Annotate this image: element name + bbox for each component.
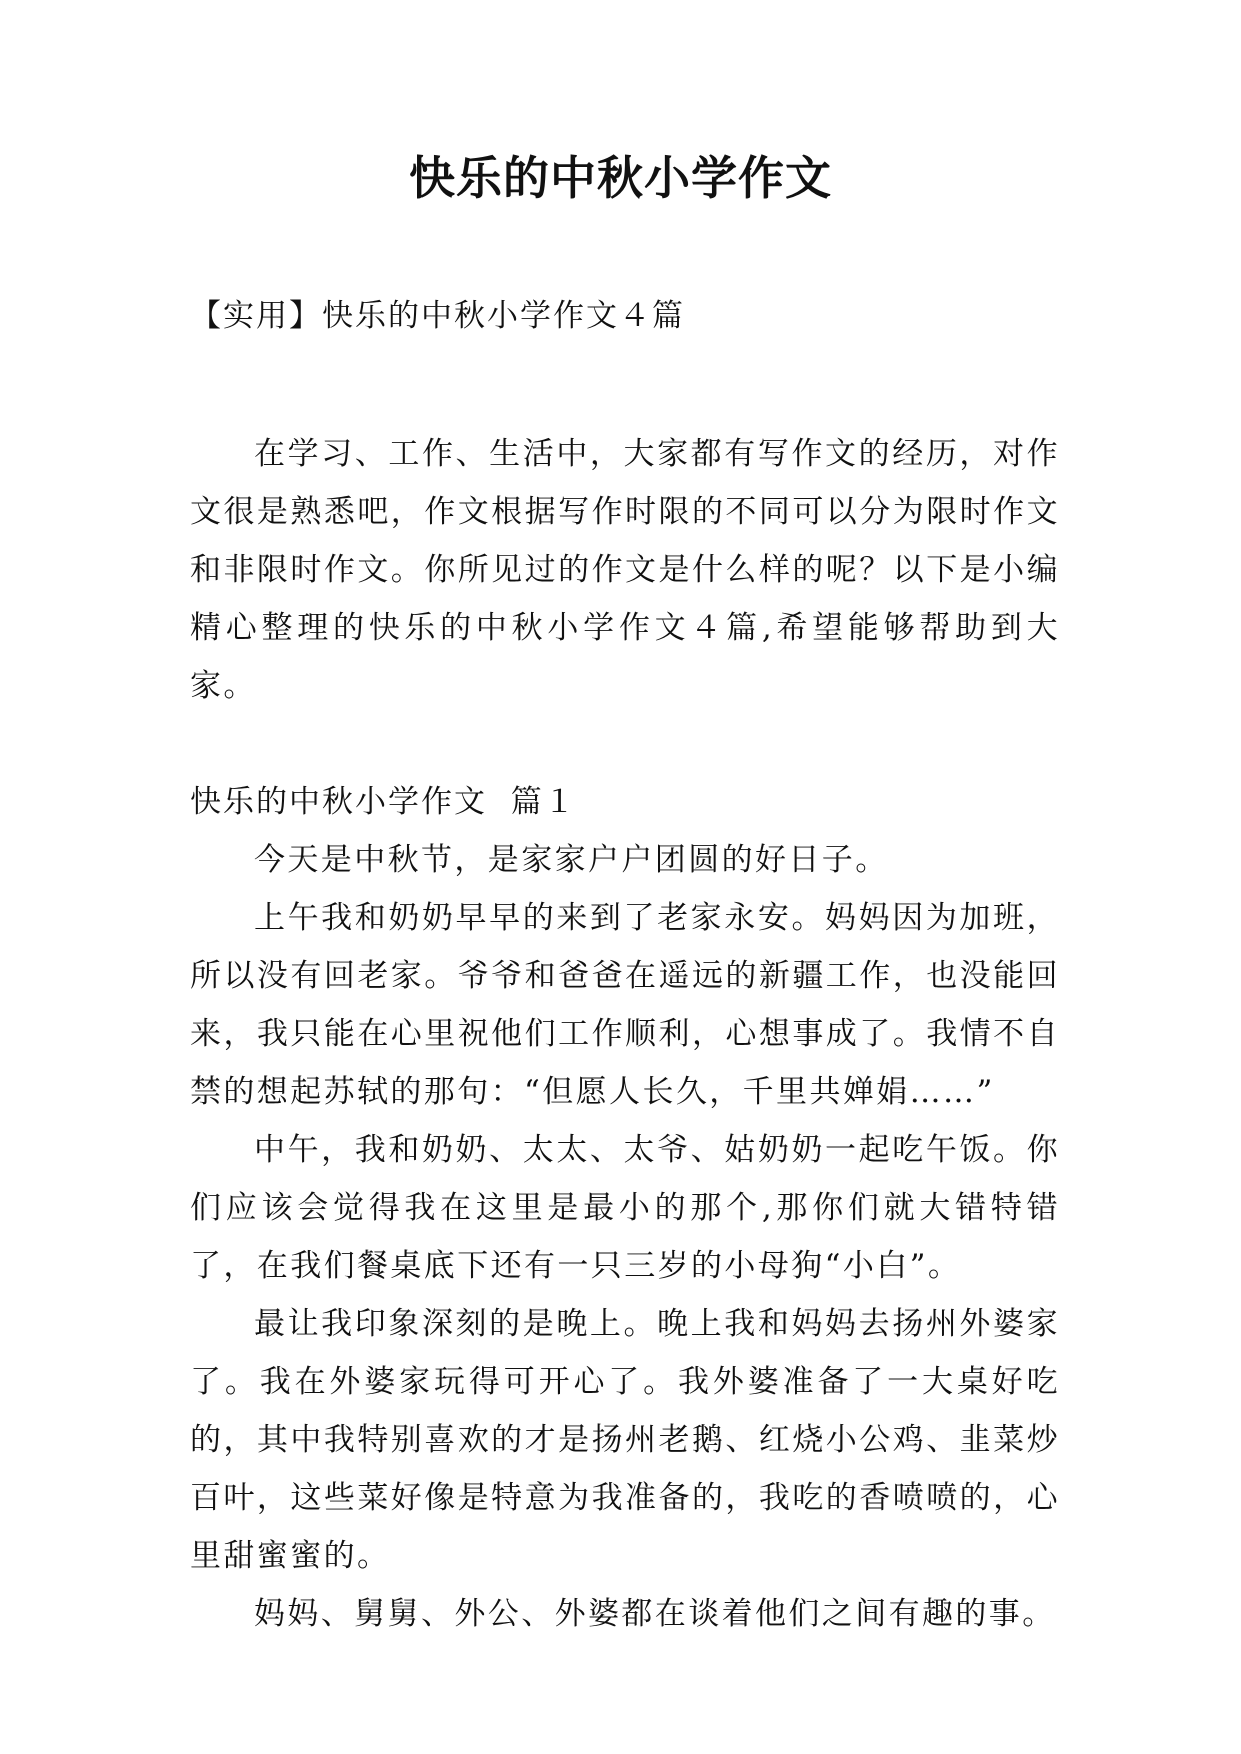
body-paragraph: 妈妈、舅舅、外公、外婆都在谈着他们之间有趣的事。: [254, 1596, 1056, 1632]
spacer: [190, 345, 1060, 425]
page-title: 快乐的中秋小学作文: [409, 151, 832, 205]
document-subtitle: 【实用】快乐的中秋小学作文４篇: [190, 298, 685, 334]
section-heading: 快乐的中秋小学作文 篇１: [190, 784, 577, 820]
body-paragraph: 上午我和奶奶早早的来到了老家永安。妈妈因为加班，所以没有回老家。爷爷和爸爸在遥远的新疆工作，也没能回来，我只能在心里祝他们工作顺利，心想事成了。我情不自禁的想起苏轼的那句：“但愿人长久，千里共婵娟……”: [190, 900, 1060, 1110]
intro-paragraph: 在学习、工作、生活中，大家都有写作文的经历，对作文很是熟悉吧，作文根据写作时限的不同可以分为限时作文和非限时作文。你所见过的作文是什么样的呢？以下是小编精心整理的快乐的中秋小学作文４篇,希望能够帮助到大家。: [190, 436, 1060, 704]
body-paragraph: 最让我印象深刻的是晚上。晚上我和妈妈去扬州外婆家了。我在外婆家玩得可开心了。我外婆准备了一大桌好吃的，其中我特别喜欢的才是扬州老鹅、红烧小公鸡、韭菜炒百叶，这些菜好像是特意为我准备的，我吃的香喷喷的，心里甜蜜蜜的。: [190, 1306, 1060, 1574]
body-paragraph: 中午，我和奶奶、太太、太爷、姑奶奶一起吃午饭。你们应该会觉得我在这里是最小的那个,那你们就大错特错了，在我们餐桌底下还有一只三岁的小母狗“小白”。: [190, 1132, 1060, 1284]
body-paragraph: 今天是中秋节，是家家户户团圆的好日子。: [254, 842, 889, 878]
spacer: [190, 715, 1060, 773]
document-body: [190, 287, 1060, 1643]
